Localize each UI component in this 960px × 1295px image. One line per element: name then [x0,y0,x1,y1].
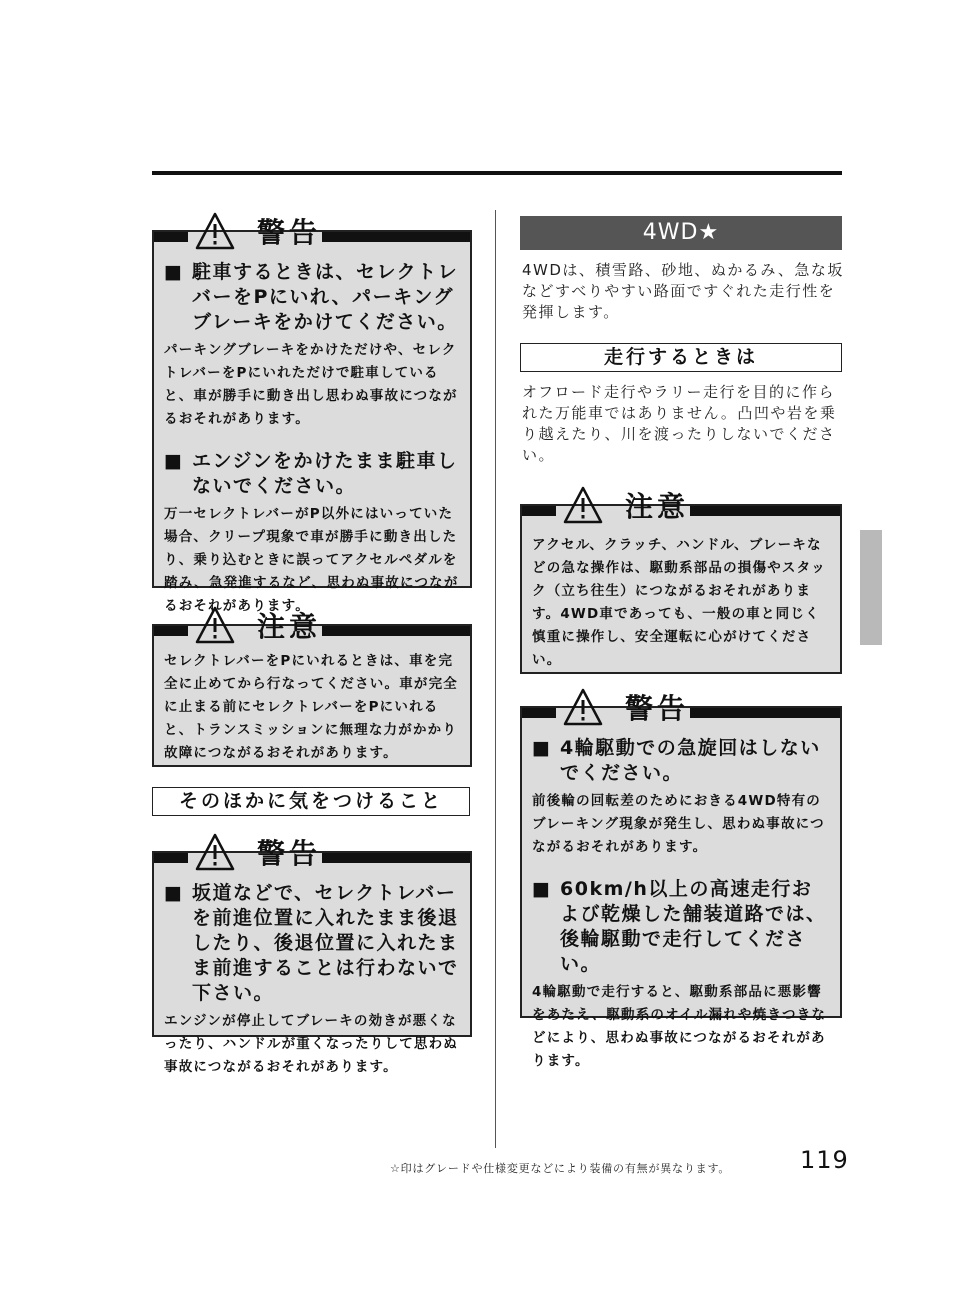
box-header [194,600,322,650]
warning-triangle-icon [563,688,603,726]
caution-text: セレクトレバーをPにいれるときは、車を完全に止めてから行なってください。車が完全に止まる前にセレクトレバーをPにいれると、トランスミッションに無理な力がかかり故障につながるおそれがあります。 [164,653,458,761]
warning-text: エンジンが停止してブレーキの効きが悪くなったり、ハンドルが重くなったりして思わぬ事故につながるおそれがあります。 [164,1013,458,1075]
warning-triangle-icon [195,606,235,644]
header-stripe-right [322,626,470,636]
warning-heading: ■ 坂道などで、セレクトレバーを前進位置に入れたまま後退したり、後退位置に入れたまま前進することは行わないで下さい。 [164,882,459,1004]
header-stripe-left [522,506,556,516]
bullet-square-icon: ■ [164,261,184,283]
caution-box-selector [152,610,472,767]
bullet-square-icon: ■ [164,450,184,472]
page-number: 119 [800,1146,849,1174]
top-rule [152,171,842,175]
box-title: 注意 [624,490,689,523]
header-stripe-right [690,506,840,516]
section-title-other: そのほかに気をつけること [152,787,470,816]
header-stripe-left [154,853,188,863]
header-stripe-left [522,708,556,718]
bullet-square-icon: ■ [164,882,184,904]
intro-text: 4WDは、積雪路、砂地、ぬかるみ、急な坂などすべりやすい路面ですぐれた走行性を発揮します。 [522,261,844,321]
header-stripe-right [322,853,470,863]
header-stripe-right [690,708,840,718]
box-title: 警告 [256,837,321,870]
warning-box-4wd [520,692,842,1069]
column-divider [495,210,496,1148]
warning-heading: ■ 4輪駆動での急旋回はしないでください。 [532,737,821,784]
warning-text: 4輪駆動で走行すると、駆動系部品に悪影響をあたえ、駆動系のオイル漏れや焼きつきなどにより、思わぬ事故につながるおそれがあります。 [532,984,827,1069]
section-header-4wd: 4WD★ [520,216,842,250]
warning-heading: ■ 60km/h以上の高速走行および乾燥した舗装道路では、後輪駆動で走行してください。 [532,878,827,975]
warning-heading: ■ エンジンをかけたまま駐車しないでください。 [164,450,458,497]
footnote: ☆印はグレードや仕様変更などにより装備の有無が異なります。 [390,1162,731,1175]
warning-text: 万一セレクトレバーがP以外にはいっていた場合、クリープ現象で車が勝手に動き出したり、乗り込むときに誤ってアクセルペダルを踏み、急発進するなど、思わぬ事故につながるおそれがあります。 [164,506,459,614]
offroad-text: オフロード走行やラリー走行を目的に作られた万能車ではありません。凸凹や岩を乗り越えたり、川を渡ったりしないでください。 [522,383,837,464]
warning-text: パーキングブレーキをかけただけや、セレクトレバーをPにいれただけで駐車していると、車が勝手に動き出し思わぬ事故につながるおそれがあります。 [164,342,458,427]
bullet-square-icon: ■ [532,878,552,900]
header-stripe-left [154,232,188,242]
caution-box-4wd [520,490,842,674]
warning-heading: ■ 駐車するときは、セレクトレバーをPにいれ、パーキングブレーキをかけてください。 [164,261,459,333]
warning-triangle-icon [563,486,603,524]
warning-box-slope [152,837,472,1075]
section-title-driving: 走行するときは [520,343,842,372]
section-thumb-tab [860,530,882,645]
warning-text: 前後輪の回転差のためにおきる4WD特有のブレーキング現象が発生し、思わぬ事故につながるおそれがあります。 [532,793,825,855]
bullet-square-icon: ■ [532,737,552,759]
box-title: 注意 [256,610,321,643]
header-stripe-left [154,626,188,636]
box-title: 警告 [624,692,689,725]
box-header [562,480,690,530]
box-header [194,206,322,256]
box-title: 警告 [256,216,321,249]
box-header [194,827,322,877]
box-header [562,682,690,732]
warning-triangle-icon [195,212,235,250]
warning-box-parking [152,216,472,614]
warning-triangle-icon [195,833,235,871]
header-stripe-right [322,232,470,242]
caution-text: アクセル、クラッチ、ハンドル、ブレーキなどの急な操作は、駆動系部品の損傷やスタック（立ち往生）につながるおそれがあります。4WD車であっても、一般の車と同じく慎重に操作し、安全運転に心がけてください。 [532,537,826,668]
